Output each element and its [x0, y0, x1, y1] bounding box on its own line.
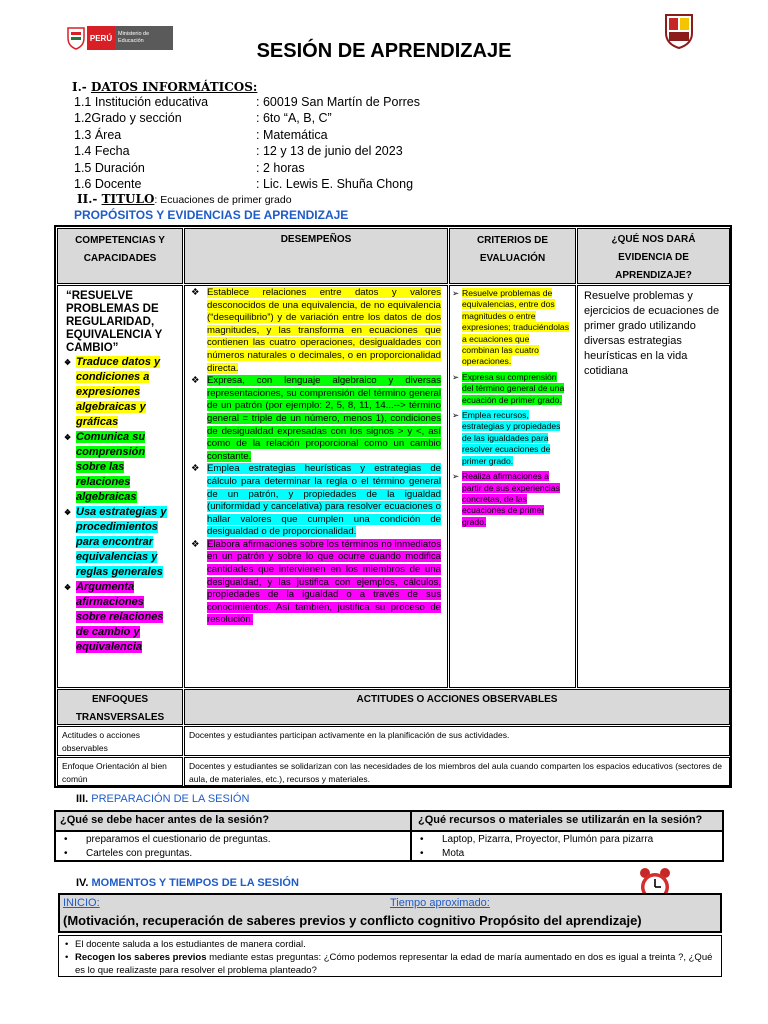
- enfoque-value: Docentes y estudiantes participan activamente en la planificación de sus actividades.: [184, 726, 730, 756]
- info-row: [74, 128, 328, 142]
- list-item: [56, 847, 410, 861]
- info-row: [74, 95, 420, 109]
- info-value: : 6to “A, B, C”: [256, 111, 332, 125]
- header-competencias: COMPETENCIAS Y CAPACIDADES: [57, 228, 183, 284]
- info-value: : 60019 San Martín de Porres: [256, 95, 420, 109]
- capacidad-item: [58, 355, 182, 430]
- info-row: [74, 111, 332, 125]
- diamond-bullet-icon: ❖: [64, 358, 72, 367]
- titulo-value: : Ecuaciones de primer grado: [154, 194, 292, 206]
- propositos-heading: PROPÓSITOS Y EVIDENCIAS DE APRENDIZAJE: [74, 208, 349, 222]
- bullet-icon: •: [420, 834, 424, 845]
- diamond-bullet-icon: ❖: [191, 287, 200, 298]
- info-label: 1.5 Duración: [74, 161, 145, 175]
- header-criterios: CRITERIOS DE EVALUACIÓN: [449, 228, 576, 284]
- capacidad-text: Argumenta afirmaciones sobre relaciones de cambio y equivalencia: [76, 581, 164, 653]
- momentos-heading: [76, 877, 299, 889]
- diamond-bullet-icon: ❖: [64, 583, 72, 592]
- bullet-icon: •: [420, 848, 424, 859]
- list-item: [63, 938, 717, 951]
- list-item-text: Carteles con preguntas.: [86, 848, 193, 859]
- enfoque-label: Enfoque Orientación al bien común: [57, 757, 183, 786]
- logo-country: PERÚ: [87, 26, 115, 50]
- capacidad-text: Traduce datos y condiciones a expresiones algebraicas y gráficas: [76, 356, 161, 428]
- capacidad-text: Usa estrategias y procedimientos para encontrar equivalencias y reglas generales: [76, 506, 167, 578]
- inicio-content: [58, 935, 722, 977]
- desempeno-item: [185, 375, 441, 463]
- list-item: [63, 951, 717, 977]
- antes-list: [55, 831, 411, 861]
- arrow-bullet-icon: ➢: [452, 288, 460, 298]
- preparacion-heading-text: PREPARACIÓN DE LA SESIÓN: [91, 793, 250, 805]
- bullet-icon: •: [65, 952, 69, 963]
- list-item-text: mediante estas preguntas: ¿Cómo podemos representar la edad de maría aumentado en dos es igual a treinta ?, ¿Qué es lo que realizaste para resolver el problema planteado?: [75, 952, 713, 976]
- list-item-text: El docente saluda a los estudiantes de manera cordial.: [75, 939, 306, 950]
- preparacion-prefix: III.: [76, 793, 92, 805]
- competencia-title: “RESUELVE PROBLEMAS DE REGULARIDAD, EQUIVALENCIA Y CAMBIO”: [66, 290, 163, 354]
- info-label: 1.4 Fecha: [74, 144, 130, 158]
- datos-heading-prefix: I.-: [72, 80, 91, 94]
- desempenos-cell: [184, 285, 448, 688]
- info-value: : 12 y 13 de junio del 2023: [256, 144, 403, 158]
- list-item: [412, 847, 722, 861]
- diamond-bullet-icon: ❖: [64, 433, 72, 442]
- datos-heading-text: DATOS INFORMÁTICOS:: [90, 80, 258, 94]
- tiempo-label: Tiempo aproximado:: [390, 897, 490, 909]
- info-value: : 2 horas: [256, 161, 305, 175]
- enfoque-label: Actitudes o acciones observables: [57, 726, 183, 756]
- momentos-heading-text: MOMENTOS Y TIEMPOS DE LA SESIÓN: [91, 877, 299, 889]
- criterios-cell: [449, 285, 576, 688]
- capacidad-text: Comunica su comprensión sobre las relaciones algebraicas: [76, 431, 146, 503]
- titulo-line: [77, 192, 292, 206]
- arrow-bullet-icon: ➢: [452, 410, 460, 421]
- header-evidencia: ¿QUÉ NOS DARÁ EVIDENCIA DE APRENDIZAJE?: [577, 228, 730, 284]
- titulo-prefix: II.-: [77, 192, 102, 206]
- info-row: [74, 144, 403, 158]
- page-title: SESIÓN DE APRENDIZAJE: [256, 40, 512, 62]
- desempeno-text: Emplea estrategias heurísticas y estrategias de cálculo para determinar la regla o el término general de un patrón, y propiedades de la igualdad (uniformidad y cancelativa) para resolver ecuaciones o hallar valores que cumplen una condición de desigualdad o de proporcionalidad.: [207, 463, 441, 538]
- diamond-bullet-icon: ❖: [191, 375, 200, 387]
- info-row: [74, 161, 305, 175]
- diamond-bullet-icon: ❖: [191, 538, 200, 550]
- desempeno-item: [185, 539, 441, 627]
- propositos-table: [54, 225, 732, 788]
- criterio-text: Realiza afirmaciones a partir de sus experiencias concretas, de las ecuaciones de primer grado.: [462, 471, 560, 527]
- info-value: : Lic. Lewis E. Shuña Chong: [256, 177, 414, 191]
- desempeno-item: [185, 287, 441, 375]
- competencias-cell: [57, 285, 183, 688]
- capacidad-item: [58, 580, 182, 655]
- criterio-item: [450, 410, 575, 467]
- bullet-icon: •: [65, 939, 69, 950]
- arrow-bullet-icon: ➢: [452, 371, 460, 382]
- criterio-item: [450, 372, 575, 406]
- enfoque-value: Docentes y estudiantes se solidarizan con las necesidades de los miembros del aula cuando comparten los espacios educativos (sectores de aula, de materiales, etc.), recursos y materiales.: [184, 757, 730, 786]
- desempeno-item: [185, 463, 441, 539]
- info-row: [74, 177, 414, 191]
- bullet-icon: •: [64, 834, 68, 845]
- list-item-bold: Recogen los saberes previos: [75, 952, 207, 963]
- bullet-icon: •: [64, 848, 68, 859]
- criterio-item: [450, 471, 575, 528]
- evidencia-cell: Resuelve problemas y ejercicios de ecuaciones de primer grado utilizando diversas estrategias heurísticas en la vida cotidiana: [577, 285, 730, 688]
- inicio-label: INICIO:: [63, 897, 100, 909]
- list-item: [412, 833, 722, 847]
- recursos-list: [411, 831, 723, 861]
- diamond-bullet-icon: ❖: [191, 463, 200, 475]
- list-item-text: preparamos el cuestionario de preguntas.: [86, 834, 271, 845]
- capacidad-item: [58, 430, 182, 505]
- diamond-bullet-icon: ❖: [64, 508, 72, 517]
- info-label: 1.1 Institución educativa: [74, 95, 209, 109]
- list-item-text: Mota: [442, 848, 465, 859]
- criterio-text: Emplea recursos, estrategias y propiedades de las igualdades para resolver ecuaciones de primer grado.: [462, 410, 561, 466]
- desempeno-text: Establece relaciones entre datos y valores desconocidos de una equivalencia, de no equivalencia (“desequilibrio”) y de variación entre los datos de dos magnitudes, y las transforma en ecuaciones que contienen las cuatro operaciones, desigualdades con números naturales o decimales, o en proporcionalidad directa.: [207, 287, 441, 374]
- momentos-prefix: IV.: [76, 877, 92, 889]
- header-actitudes: ACTITUDES O ACCIONES OBSERVABLES: [184, 689, 730, 725]
- preparacion-heading: [76, 793, 249, 805]
- header-antes: ¿Qué se debe hacer antes de la sesión?: [55, 811, 411, 831]
- info-value: : Matemática: [256, 128, 328, 142]
- logo-ministry: Ministerio de Educación: [115, 26, 173, 50]
- header-desempenos: DESEMPEÑOS: [184, 228, 448, 284]
- criterio-text: Expresa su comprensión del término general de una ecuación de primer grado.: [462, 371, 565, 405]
- header-enfoques: ENFOQUES TRANSVERSALES: [57, 689, 183, 725]
- info-label: 1.6 Docente: [74, 177, 142, 191]
- arrow-bullet-icon: ➢: [452, 471, 460, 482]
- header-recursos: ¿Qué recursos o materiales se utilizarán en la sesión?: [411, 811, 723, 831]
- desempeno-text: Expresa, con lenguaje algebraico y diversas representaciones, su comprensión del término general de un patrón (por ejemplo: 2, 5, 8, 11, 14...--> término general = triple de un número, menos 1), condiciones de desigualdad expresadas con los signos > y <, así como de la relación proporcional como un cambio constante.: [207, 375, 441, 462]
- criterio-item: [450, 288, 575, 368]
- inicio-box: [58, 893, 722, 933]
- titulo-label: TITULO: [101, 192, 155, 206]
- inicio-subtitle: (Motivación, recuperación de saberes previos y conflicto cognitivo Propósito del aprendizaje): [63, 913, 642, 928]
- info-label: 1.2Grado y sección: [74, 111, 182, 125]
- datos-heading: [72, 80, 257, 94]
- criterio-text: Resuelve problemas de equivalencias, entre dos magnitudes o entre expresiones; traduciéndolas a ecuaciones que combinan las cuatro operaciones.: [462, 288, 570, 367]
- desempeno-text: Elabora afirmaciones sobre los términos no inmediatos en un patrón y sobre lo que ocurre cuando modifica cantidades que intervienen en los miembros de una desigualdad, y las justifica con ejemplos, cálculos, propiedades de la igualdad o a través de sus conocimientos. Así también, justifica su proceso de resolución.: [207, 538, 441, 626]
- list-item: [56, 833, 410, 847]
- preparacion-table: [54, 810, 724, 862]
- list-item-text: Laptop, Pizarra, Proyector, Plumón para pizarra: [442, 834, 654, 845]
- capacidad-item: [58, 505, 182, 580]
- info-label: 1.3 Área: [74, 128, 122, 142]
